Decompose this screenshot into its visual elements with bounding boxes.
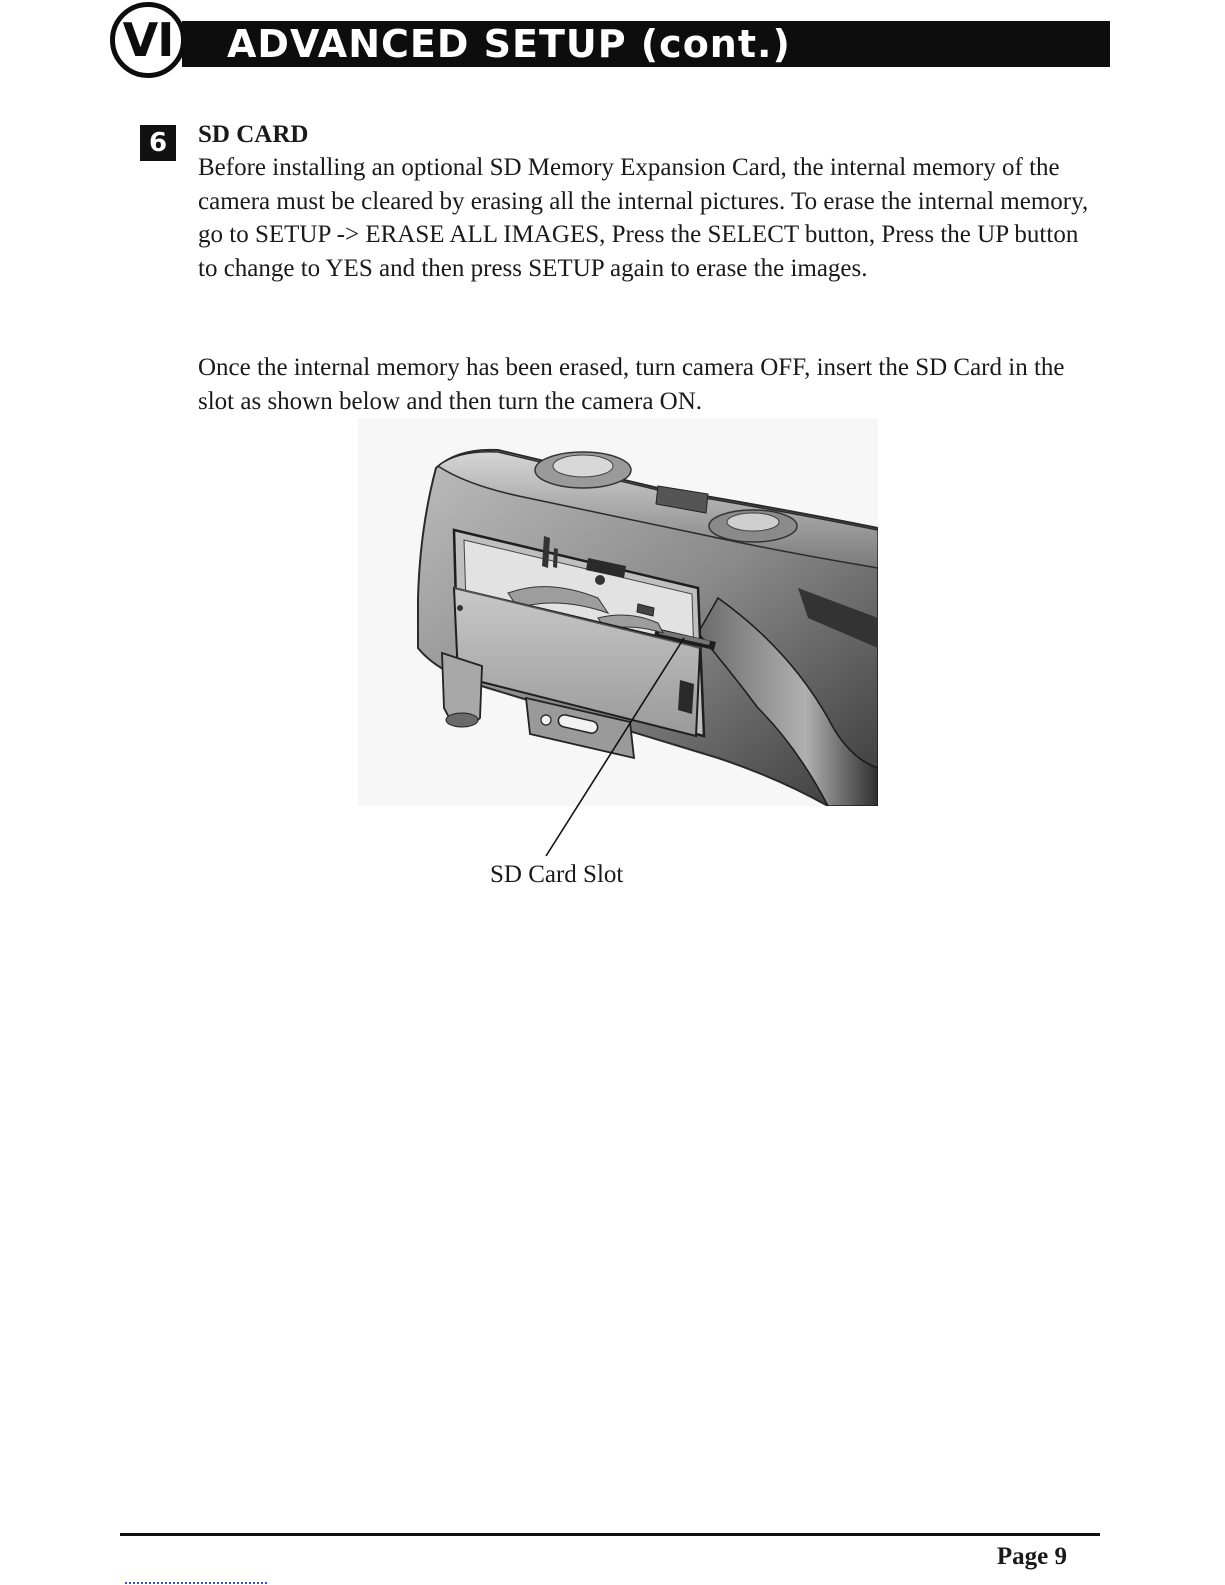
figure-caption: SD Card Slot — [490, 861, 624, 888]
camera-illustration — [358, 418, 878, 806]
header-bar — [182, 21, 1110, 67]
footer-dotted-line — [125, 1582, 267, 1584]
header-title: ADVANCED SETUP (cont.) — [227, 22, 791, 66]
paragraph-insert-card: Once the internal memory has been erased, turn camera OFF, insert the SD Card in the slot as shown below and then turn the camera ON. — [198, 354, 1065, 415]
chapter-badge: VI — [110, 2, 186, 78]
page-number: Page 9 — [996, 1543, 1067, 1570]
section-header — [110, 0, 1110, 92]
camera-drawing — [358, 418, 878, 806]
section-title: SD CARD — [198, 121, 309, 148]
step-number-badge: 6 — [140, 125, 176, 161]
paragraph-erase-memory: Before installing an optional SD Memory Expansion Card, the internal memory of the camera must be cleared by erasing all the internal pictures. To erase the internal memory, go to SETUP -> ERASE ALL IMAGES, Press the SELECT button, Press the UP button to change to YES and then press SETUP again to erase the images. — [198, 154, 1089, 282]
footer-rule — [120, 1533, 1100, 1536]
